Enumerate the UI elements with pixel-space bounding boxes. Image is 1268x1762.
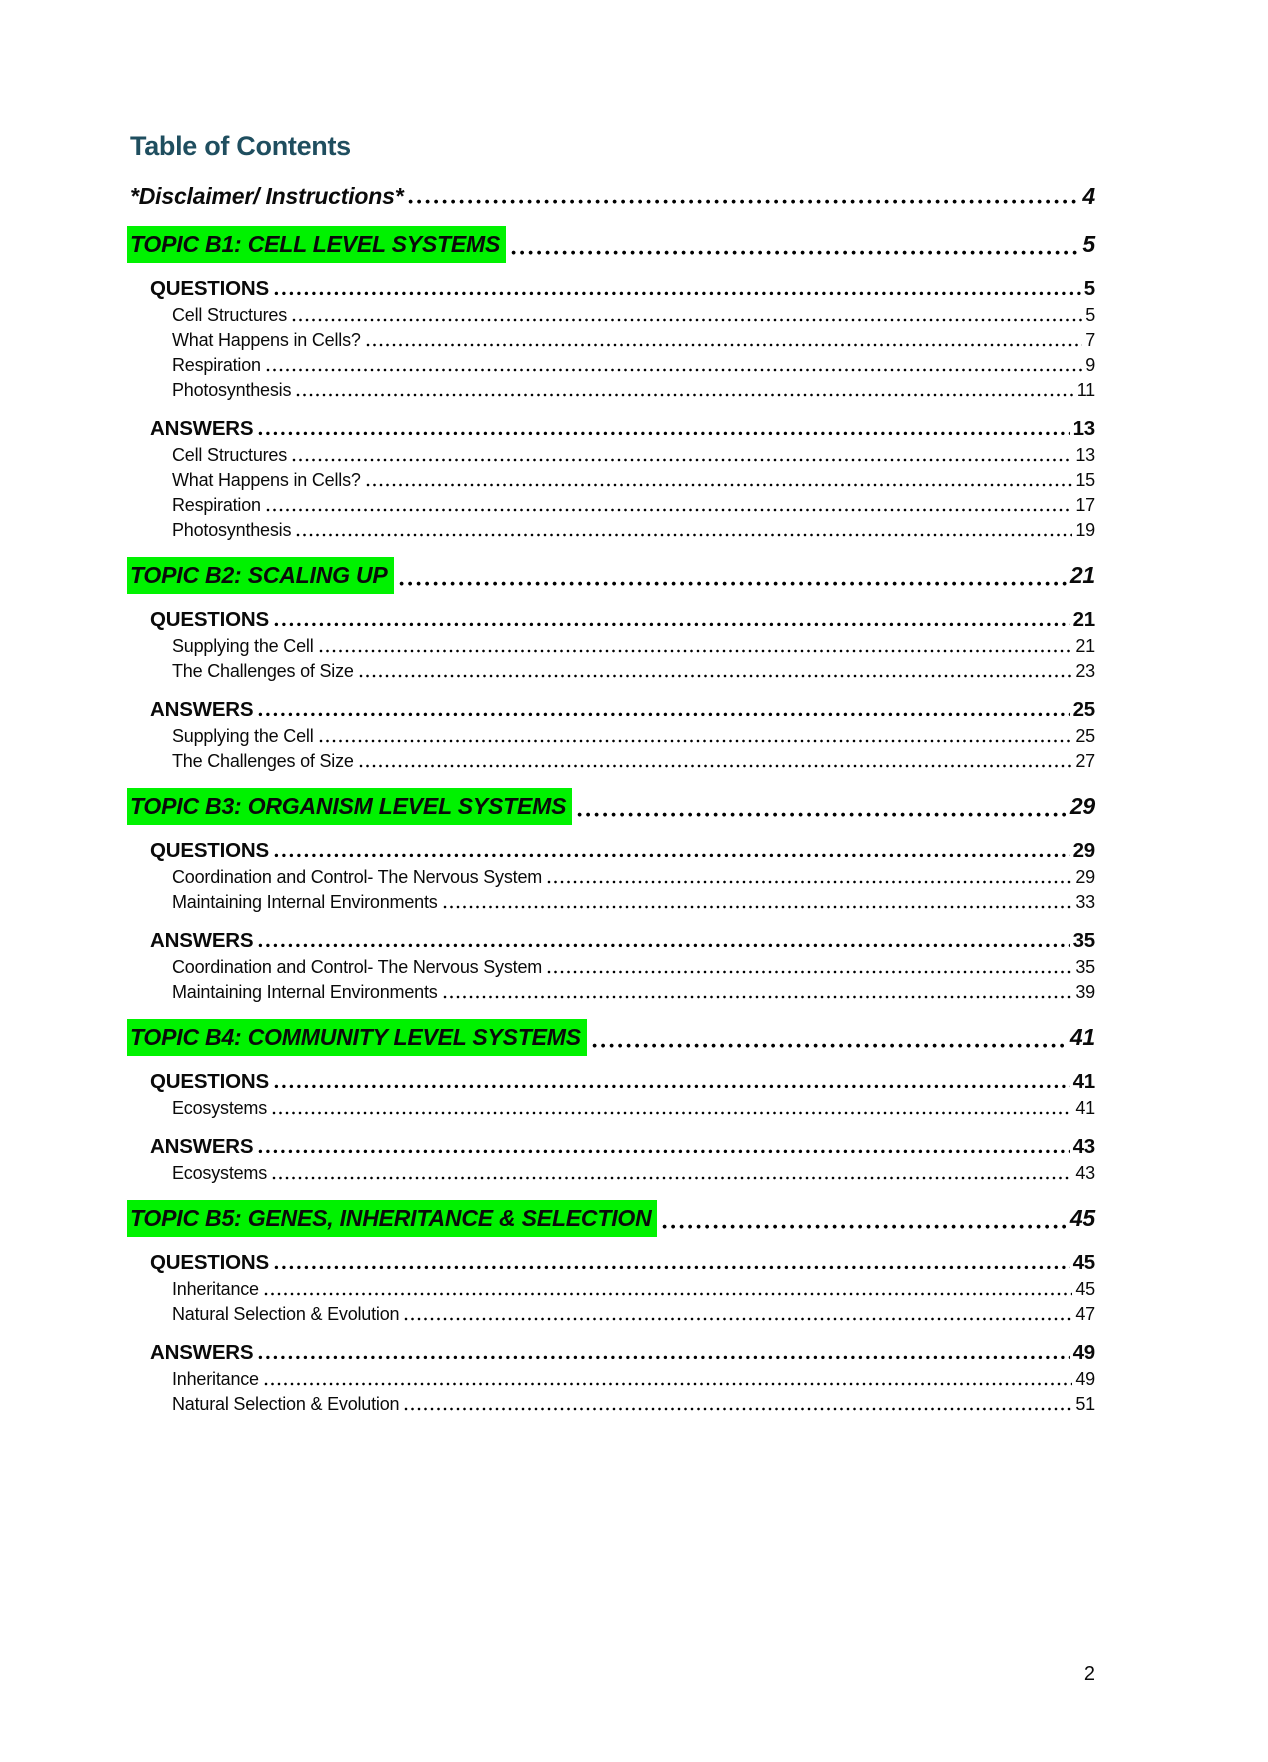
- toc-entry-page-number: 49: [1075, 1369, 1095, 1389]
- toc-entry[interactable]: [130, 788, 1095, 825]
- toc-entry[interactable]: [130, 328, 1095, 353]
- toc-entry-label: Ecosystems: [172, 1098, 268, 1118]
- page-title: Table of Contents: [130, 131, 351, 161]
- toc-entry[interactable]: [130, 1367, 1095, 1392]
- toc-entry[interactable]: [130, 468, 1095, 493]
- dotted-leader: [274, 622, 1070, 628]
- dotted-leader: [274, 1265, 1070, 1271]
- toc-entry[interactable]: [130, 927, 1095, 955]
- toc-entry-page-number: 29: [1075, 867, 1095, 887]
- dotted-leader: [319, 649, 1073, 654]
- toc-entry-label: Coordination and Control- The Nervous System: [172, 957, 543, 977]
- toc-entry[interactable]: [130, 226, 1095, 263]
- toc-entry-label: ANSWERS: [150, 929, 254, 952]
- toc-entry-label: QUESTIONS: [150, 1251, 269, 1274]
- toc-entry-page-number: 21: [1069, 562, 1095, 588]
- toc-entry[interactable]: [130, 353, 1095, 378]
- dotted-leader: [258, 1355, 1069, 1361]
- toc-entry[interactable]: [130, 659, 1095, 684]
- dotted-leader: [319, 739, 1073, 744]
- toc-entry[interactable]: [130, 1392, 1095, 1417]
- toc-entry[interactable]: [130, 415, 1095, 443]
- toc-entry-label: Inheritance: [172, 1369, 259, 1389]
- toc-entry-page-number: 47: [1075, 1304, 1095, 1324]
- toc-entry-page-number: 35: [1072, 929, 1095, 952]
- toc-entry[interactable]: [130, 724, 1095, 749]
- toc-topic-label-highlighted: TOPIC B1: CELL LEVEL SYSTEMS: [127, 226, 506, 263]
- toc-entry-page-number: 21: [1075, 636, 1095, 656]
- dotted-leader: [443, 905, 1073, 910]
- toc-entry[interactable]: [130, 890, 1095, 915]
- toc-topic-label-highlighted: TOPIC B3: ORGANISM LEVEL SYSTEMS: [127, 788, 572, 825]
- toc-entry-label: QUESTIONS: [150, 1070, 269, 1093]
- dotted-leader: [399, 581, 1067, 587]
- toc-entry-label: Photosynthesis: [172, 380, 292, 400]
- toc-topic-label-highlighted: TOPIC B5: GENES, INHERITANCE & SELECTION: [127, 1200, 657, 1237]
- dotted-leader: [266, 508, 1073, 513]
- dotted-leader: [266, 368, 1082, 373]
- toc-entry-page-number: 21: [1072, 608, 1095, 631]
- toc-entry[interactable]: [130, 837, 1095, 865]
- toc-entry-page-number: 19: [1075, 520, 1095, 540]
- dotted-leader: [296, 533, 1072, 538]
- toc-entry-page-number: 29: [1069, 793, 1095, 819]
- toc-entry-label: The Challenges of Size: [172, 661, 354, 681]
- toc-entry-label: Supplying the Cell: [172, 726, 314, 746]
- toc-entry-label: Supplying the Cell: [172, 636, 314, 656]
- toc-entry[interactable]: [130, 1249, 1095, 1277]
- dotted-leader: [292, 458, 1072, 463]
- toc-entry-label: What Happens in Cells?: [172, 330, 361, 350]
- toc-entry-label: Natural Selection & Evolution: [172, 1304, 400, 1324]
- toc-entry-page-number: 7: [1085, 330, 1095, 350]
- toc-entry-page-number: 45: [1072, 1251, 1095, 1274]
- toc-entry[interactable]: [130, 606, 1095, 634]
- toc-entry-page-number: 5: [1083, 277, 1095, 300]
- toc-entry-label: Inheritance: [172, 1279, 259, 1299]
- toc-entry-page-number: 29: [1072, 839, 1095, 862]
- toc-entry[interactable]: [130, 1200, 1095, 1237]
- toc-entry-page-number: 5: [1085, 305, 1095, 325]
- dotted-leader: [359, 674, 1073, 679]
- dotted-leader: [258, 1149, 1069, 1155]
- toc-entry-label: ANSWERS: [150, 1135, 254, 1158]
- dotted-leader: [258, 431, 1069, 437]
- toc-entry-page-number: 33: [1075, 892, 1095, 912]
- toc-entry-label: Photosynthesis: [172, 520, 292, 540]
- dotted-leader: [511, 250, 1079, 256]
- dotted-leader: [443, 995, 1073, 1000]
- toc-entry-page-number: 43: [1075, 1163, 1095, 1183]
- dotted-leader: [274, 291, 1081, 297]
- toc-entry-label: Cell Structures: [172, 445, 288, 465]
- toc-entry[interactable]: [130, 865, 1095, 890]
- toc-entry-page-number: 45: [1069, 1205, 1095, 1231]
- dotted-leader: [258, 712, 1069, 718]
- dotted-leader: [592, 1043, 1067, 1049]
- toc-entry-label: ANSWERS: [150, 417, 254, 440]
- toc-entry-label: Natural Selection & Evolution: [172, 1394, 400, 1414]
- toc-entry[interactable]: [130, 303, 1095, 328]
- toc-entry-page-number: 5: [1082, 231, 1095, 257]
- toc-entry[interactable]: [130, 1133, 1095, 1161]
- toc-entry[interactable]: [130, 493, 1095, 518]
- toc-entry-page-number: 43: [1072, 1135, 1095, 1158]
- toc-entry[interactable]: [130, 1302, 1095, 1327]
- toc-entry-page-number: 9: [1085, 355, 1095, 375]
- toc-entry-label: QUESTIONS: [150, 277, 269, 300]
- toc-entry-page-number: 39: [1075, 982, 1095, 1002]
- toc-entry-label: Ecosystems: [172, 1163, 268, 1183]
- toc-entry-page-number: 11: [1076, 380, 1095, 400]
- dotted-leader: [274, 853, 1070, 859]
- toc-entry[interactable]: [130, 180, 1095, 212]
- toc-entry-label: What Happens in Cells?: [172, 470, 361, 490]
- toc-entry[interactable]: [130, 696, 1095, 724]
- toc-entry-page-number: 23: [1075, 661, 1095, 681]
- toc-entry-page-number: 13: [1075, 445, 1095, 465]
- dotted-leader: [366, 343, 1082, 348]
- toc-entry[interactable]: [130, 1339, 1095, 1367]
- toc-entry-label: QUESTIONS: [150, 608, 269, 631]
- toc-content: [130, 131, 1095, 1417]
- dotted-leader: [366, 483, 1073, 488]
- dotted-leader: [359, 764, 1073, 769]
- toc-entry-page-number: 25: [1075, 726, 1095, 746]
- toc-entry[interactable]: [130, 749, 1095, 774]
- dotted-leader: [272, 1111, 1072, 1116]
- dotted-leader: [577, 812, 1067, 818]
- toc-entry[interactable]: [130, 1277, 1095, 1302]
- toc-entry[interactable]: [130, 275, 1095, 303]
- toc-entry[interactable]: [130, 634, 1095, 659]
- toc-entry-label: Respiration: [172, 355, 261, 375]
- toc-entry[interactable]: [130, 518, 1095, 543]
- toc-entry-page-number: 4: [1082, 183, 1095, 209]
- toc-entry-label: Maintaining Internal Environments: [172, 892, 438, 912]
- toc-entry-label: ANSWERS: [150, 1341, 254, 1364]
- toc-entry-label: Maintaining Internal Environments: [172, 982, 438, 1002]
- toc-entry-page-number: 17: [1075, 495, 1095, 515]
- dotted-leader: [296, 393, 1073, 398]
- toc-entry-page-number: 41: [1072, 1070, 1095, 1093]
- toc-entry-page-number: 51: [1075, 1394, 1095, 1414]
- dotted-leader: [547, 880, 1072, 885]
- toc-entry[interactable]: [130, 1096, 1095, 1121]
- toc-entry-page-number: 15: [1075, 470, 1095, 490]
- toc-entry-page-number: 35: [1075, 957, 1095, 977]
- toc-entry-page-number: 49: [1072, 1341, 1095, 1364]
- toc-entry-page-number: 27: [1075, 751, 1095, 771]
- dotted-leader: [264, 1382, 1073, 1387]
- toc-entry[interactable]: [130, 955, 1095, 980]
- toc-entry-page-number: 41: [1069, 1024, 1095, 1050]
- dotted-leader: [272, 1176, 1072, 1181]
- toc-entry-label: ANSWERS: [150, 698, 254, 721]
- toc-entry-label: QUESTIONS: [150, 839, 269, 862]
- dotted-leader: [547, 970, 1072, 975]
- dotted-leader: [258, 943, 1069, 949]
- dotted-leader: [292, 318, 1082, 323]
- dotted-leader: [264, 1292, 1073, 1297]
- toc-entry-page-number: 45: [1075, 1279, 1095, 1299]
- dotted-leader: [404, 1407, 1072, 1412]
- footer-page-number: 2: [1083, 1663, 1095, 1685]
- toc-entry-page-number: 25: [1072, 698, 1095, 721]
- toc-entry-label: Respiration: [172, 495, 261, 515]
- toc-topic-label-highlighted: TOPIC B4: COMMUNITY LEVEL SYSTEMS: [127, 1019, 587, 1056]
- dotted-leader: [408, 199, 1079, 205]
- toc-entry[interactable]: [130, 980, 1095, 1005]
- toc-entry-label: The Challenges of Size: [172, 751, 354, 771]
- toc-entry[interactable]: [130, 378, 1095, 403]
- toc-entry-page-number: 13: [1072, 417, 1095, 440]
- toc-entry[interactable]: [130, 557, 1095, 594]
- toc-entry-label: Cell Structures: [172, 305, 288, 325]
- toc-entry[interactable]: [130, 1019, 1095, 1056]
- toc-entry-label: *Disclaimer/ Instructions*: [130, 183, 404, 209]
- toc-entry[interactable]: [130, 1161, 1095, 1186]
- toc-entry-page-number: 41: [1075, 1098, 1095, 1118]
- dotted-leader: [274, 1084, 1070, 1090]
- dotted-leader: [662, 1224, 1066, 1230]
- toc-topic-label-highlighted: TOPIC B2: SCALING UP: [127, 557, 394, 594]
- toc-entry[interactable]: [130, 1068, 1095, 1096]
- toc-list: [130, 180, 1095, 1417]
- toc-entry[interactable]: [130, 443, 1095, 468]
- dotted-leader: [404, 1317, 1072, 1322]
- toc-entry-label: Coordination and Control- The Nervous System: [172, 867, 543, 887]
